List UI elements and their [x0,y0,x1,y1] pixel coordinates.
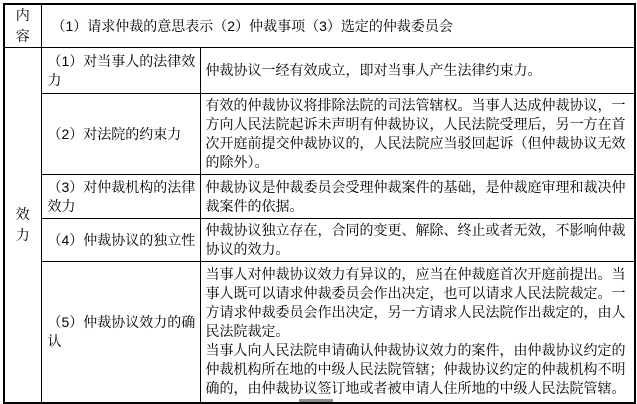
effect-item-2-label: （2）对法院的约束力 [41,94,200,175]
effect-item-5-description [200,262,635,403]
effect-item-5-paragraph-2: 当事人向人民法院申请确认仲裁协议效力的案件，由仲裁协议约定的仲裁机构所在地的中级人民法院管辖；仲裁协议约定的仲裁机构不明确的，由仲裁协议签订地或者被申请人住所地的中级人民法院管辖。 [205,342,626,397]
content-items-cell: （1）请求仲裁的意思表示（2）仲裁事项（3）选定的仲裁委员会 [41,4,635,48]
effect-item-1-description: 仲裁协议一经有效成立，即对当事人产生法律约束力。 [200,48,635,94]
row-header-effect-label: 效力 [15,205,30,243]
effect-item-4-label: （4）仲裁协议的独立性 [41,219,200,262]
table-row [4,175,635,219]
row-header-effect [4,48,41,403]
effect-item-3-label: （3）对仲裁机构的法律效力 [41,175,200,219]
table-row [4,4,635,48]
table-row [4,262,635,403]
effect-item-3-description: 仲裁协议是仲裁委员会受理仲裁案件的基础，是仲裁庭审理和裁决仲裁案件的依据。 [200,175,635,219]
arbitration-agreement-table [3,3,636,404]
effect-item-5-label: （5）仲裁协议效力的确认 [41,262,200,403]
effect-item-1-label: （1）对当事人的法律效力 [41,48,200,94]
effect-item-4-description: 仲裁协议独立存在，合同的变更、解除、终止或者无效，不影响仲裁协议的效力。 [200,219,635,262]
table-row [4,94,635,175]
table-row [4,219,635,262]
row-header-content-label: 内容 [15,7,30,44]
row-header-content [4,4,41,48]
horizontal-scrollbar-thumb[interactable] [299,399,333,402]
table-row [4,48,635,94]
effect-item-5-paragraph-1: 当事人对仲裁协议效力有异议的，应当在仲裁庭首次开庭前提出。当事人既可以请求仲裁委员会作出决定，也可以请求人民法院裁定。一方请求仲裁委员会作出决定，另一方请求人民法院作出裁定的，由人民法院裁定。 [205,266,626,340]
effect-item-2-description: 有效的仲裁协议将排除法院的司法管辖权。当事人达成仲裁协议，一方向人民法院起诉未声明有仲裁协议，人民法院受理后，另一方在首次开庭前提交仲裁协议的，人民法院应当驳回起诉（但仲裁协议无效的除外）。 [200,94,635,175]
